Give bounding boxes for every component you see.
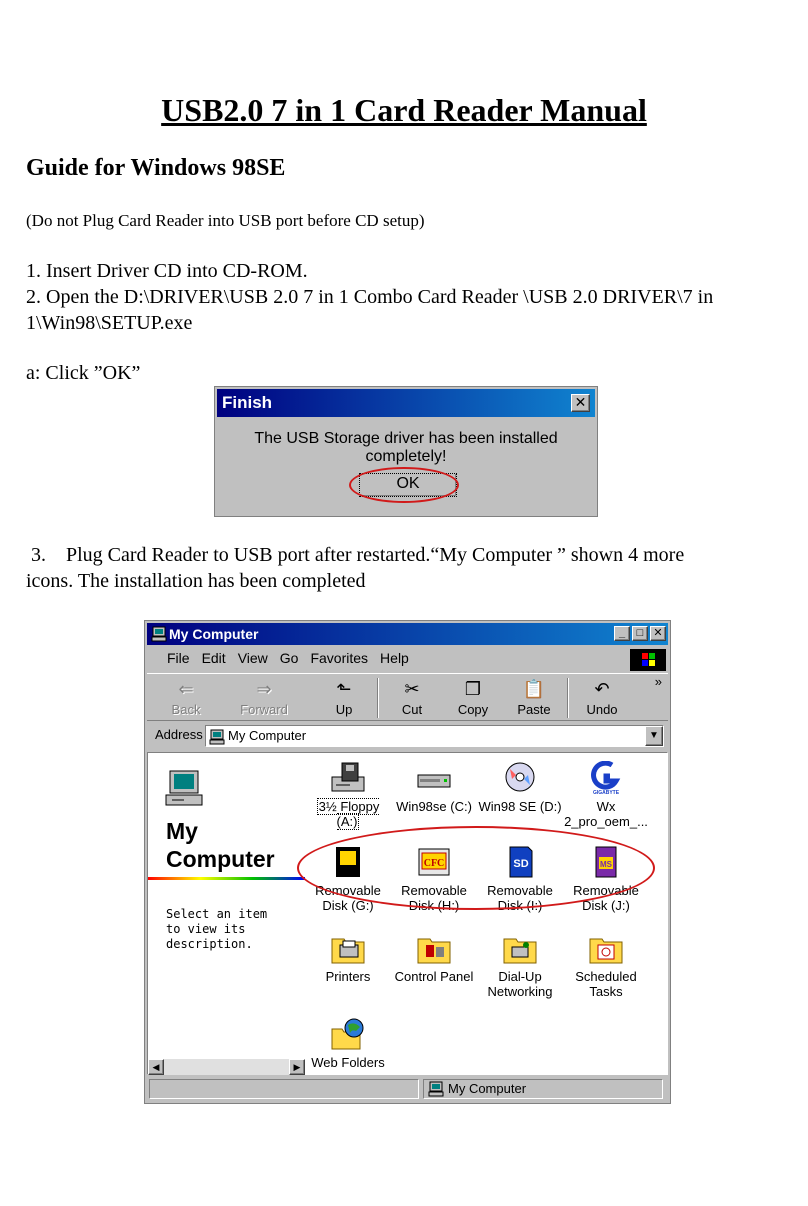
step-a: a: Click ”OK” <box>26 362 141 384</box>
web-folders-item[interactable]: Web Folders <box>305 1017 391 1070</box>
copy-button[interactable]: ❐ Copy <box>457 679 489 717</box>
menu-view[interactable]: View <box>237 650 268 666</box>
step-3-line-1: 3. Plug Card Reader to USB port after restarted.“My Computer ” shown 4 more <box>26 544 685 566</box>
chevron-down-icon[interactable]: ▼ <box>645 726 663 746</box>
step-3-line-2: icons. The installation has been completed <box>26 570 366 592</box>
pane-heading-my: My <box>166 818 198 844</box>
scheduled-tasks-folder-icon <box>588 931 624 965</box>
copy-icon: ❐ <box>464 679 482 699</box>
explorer-titlebar <box>147 623 668 645</box>
computer-icon <box>428 1081 444 1097</box>
svg-text:MS: MS <box>600 860 612 869</box>
section-heading: Guide for Windows 98SE <box>26 155 286 181</box>
forward-arrow-icon: ⇒ <box>256 679 272 699</box>
address-value: My Computer <box>228 728 307 743</box>
control-panel-folder-icon <box>416 931 452 965</box>
dial-up-folder-icon <box>502 931 538 965</box>
pane-hint: Select an item to view its description. <box>166 907 268 951</box>
removable-disk-j-item[interactable]: MS Removable Disk (J:) <box>563 845 649 913</box>
standard-toolbar <box>147 673 668 721</box>
menu-go[interactable]: Go <box>279 650 299 666</box>
menu-bar <box>147 647 668 671</box>
svg-text:SD: SD <box>513 858 529 870</box>
clipboard-icon: 📋 <box>522 679 546 699</box>
close-icon[interactable]: ✕ <box>571 394 590 412</box>
dial-up-networking-item[interactable]: Dial-Up Networking <box>477 931 563 999</box>
address-bar <box>147 723 668 749</box>
removable-disks-highlight-oval <box>297 826 655 910</box>
status-text: My Computer <box>448 1081 527 1096</box>
status-cell-left <box>149 1079 419 1099</box>
address-label: Address <box>155 727 203 742</box>
pane-divider <box>148 877 305 880</box>
undo-button[interactable]: ↶ Undo <box>586 679 618 717</box>
folder-up-icon: ⬑ <box>336 679 352 699</box>
status-bar <box>147 1077 668 1101</box>
cut-button[interactable]: ✂ Cut <box>401 679 423 717</box>
menu-edit[interactable]: Edit <box>201 650 226 666</box>
c-drive-item[interactable]: Win98se (C:) <box>391 761 477 814</box>
back-arrow-icon: ⇐ <box>178 679 194 699</box>
status-cell-location <box>423 1079 663 1099</box>
ok-highlight-oval <box>349 467 459 503</box>
up-button[interactable]: ⬑ Up <box>315 678 373 717</box>
scroll-left-icon[interactable]: ◀ <box>148 1059 164 1075</box>
maximize-icon[interactable]: □ <box>632 626 648 641</box>
scroll-right-icon[interactable]: ▶ <box>289 1059 305 1075</box>
my-computer-large-icon <box>164 769 204 807</box>
scheduled-tasks-item[interactable]: Scheduled Tasks <box>563 931 649 999</box>
finish-dialog-title: Finish <box>222 393 273 412</box>
ok-button[interactable]: OK <box>359 473 457 497</box>
floppy-drive-icon <box>330 761 366 795</box>
removable-disk-g-item[interactable]: Removable Disk (G:) <box>305 845 391 913</box>
explorer-title: My Computer <box>169 626 259 642</box>
step-2-line-1: 2. Open the D:\DRIVER\USB 2.0 7 in 1 Combo Card Reader \USB 2.0 DRIVER\7 in <box>26 286 714 308</box>
content-area <box>147 752 668 1075</box>
horizontal-scrollbar[interactable] <box>148 1059 305 1075</box>
document-title: USB2.0 7 in 1 Card Reader Manual <box>161 92 647 128</box>
gigabyte-logo-icon <box>588 761 624 795</box>
address-input[interactable] <box>205 725 664 747</box>
menu-file[interactable]: File <box>167 650 190 666</box>
printers-item[interactable]: Printers <box>305 931 391 984</box>
web-view-pane <box>148 753 305 1063</box>
scissors-icon: ✂ <box>404 679 420 699</box>
finish-dialog-titlebar <box>217 389 595 417</box>
toolbar-overflow-chevron-icon[interactable]: » <box>654 674 662 689</box>
d-drive-item[interactable]: Win98 SE (D:) <box>477 761 563 814</box>
undo-icon: ↶ <box>594 679 610 699</box>
removable-disk-h-item[interactable]: CFC Removable Disk (H:) <box>391 845 477 913</box>
close-icon[interactable]: ✕ <box>650 626 666 641</box>
menu-favorites[interactable]: Favorites <box>310 650 369 666</box>
computer-icon <box>151 626 167 642</box>
cd-rom-icon <box>502 761 538 795</box>
windows-logo-icon <box>630 649 666 671</box>
forward-button[interactable]: ⇒ Forward <box>240 679 288 717</box>
web-folders-icon <box>330 1017 366 1051</box>
hard-drive-icon <box>416 761 452 795</box>
menu-help[interactable]: Help <box>380 650 409 666</box>
step-1: 1. Insert Driver CD into CD-ROM. <box>26 260 308 282</box>
minimize-icon[interactable]: _ <box>614 626 630 641</box>
setup-note: (Do not Plug Card Reader into USB port before CD setup) <box>26 211 425 230</box>
floppy-drive-item[interactable]: 3½ Floppy (A:) <box>305 761 391 829</box>
paste-button[interactable]: 📋 Paste <box>517 679 551 717</box>
back-button[interactable]: ⇐ Back <box>171 679 201 717</box>
svg-text:CFC: CFC <box>423 858 445 869</box>
printers-folder-icon <box>330 931 366 965</box>
step-2-line-2: 1\Win98\SETUP.exe <box>26 312 193 334</box>
pane-heading-computer: Computer <box>166 846 275 872</box>
wx-drive-item[interactable]: GIGABYTE Wx 2_pro_oem_... <box>563 761 649 829</box>
computer-icon <box>209 729 225 745</box>
removable-disk-i-item[interactable]: SD Removable Disk (I:) <box>477 845 563 913</box>
svg-text:GIGABYTE: GIGABYTE <box>592 790 620 795</box>
finish-dialog-message: The USB Storage driver has been installed completely! <box>254 430 558 465</box>
control-panel-item[interactable]: Control Panel <box>391 931 477 984</box>
